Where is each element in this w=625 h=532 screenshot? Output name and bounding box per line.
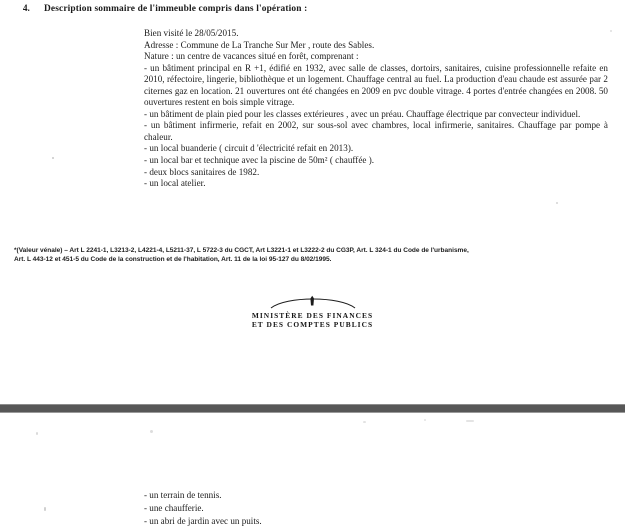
ministry-emblem <box>0 294 625 329</box>
scan-speckle <box>36 432 38 435</box>
scan-speckle <box>52 157 54 159</box>
marianne-emblem-icon <box>253 294 373 310</box>
scan-speckle <box>363 421 366 423</box>
scan-speckle <box>44 507 46 511</box>
footnote-line-1: *(Valeur vénale) – Art L 2241-1, L3213-2, L4221-4, L5211-37, L 5722-3 du CGCT, Art L3221-1 et L3222-2 du CG3P, Art. L 324-1 du Code de l'urbanisme, <box>14 247 469 254</box>
emblem-line-1: MINISTÈRE DES FINANCES <box>251 311 374 320</box>
emblem-text <box>0 311 625 329</box>
list-item-bar-technical-pool: - un local bar et technique avec la piscine de 50m² ( chauffée ). <box>144 155 375 166</box>
list-item-boiler-room: - une chaufferie. <box>144 503 204 514</box>
scan-speckle <box>424 419 426 421</box>
page-title: Description sommaire de l'immeuble compris dans l'opération : <box>44 4 308 14</box>
list-item-garden-shed: - un abri de jardin avec un puits. <box>144 516 262 527</box>
legal-footnote <box>14 246 614 265</box>
paragraph-visit-date: Bien visité le 28/05/2015. <box>144 28 239 38</box>
list-item-infirmary-building: - un bâtiment infirmerie, refait en 2002, sur sous-sol avec chambres, local infirmerie, sanitaires. Chauffage par pompe à chaleur. <box>144 120 608 142</box>
footnote-line-2: Art. L 443-12 et 451-5 du Code de la construction et de l'habitation, Art. 11 de la loi 95-127 du 8/02/1995. <box>14 256 332 264</box>
scan-speckle <box>150 430 153 433</box>
list-item-tennis-court: - un terrain de tennis. <box>144 490 222 500</box>
scan-speckle <box>556 202 558 204</box>
page-separator-band <box>0 404 625 413</box>
list-item-single-storey-building: - un bâtiment de plain pied pour les classes extérieures , avec un préau. Chauffage électrique par convecteur individuel. <box>144 108 581 119</box>
list-item-main-building: - un bâtiment principal en R +1, édifié en 1932, avec salle de classes, dortoirs, sanitaires, cuisine professionnelle refaite en 2010, réfectoire, lingerie, bibliothèque et un logement. Chauffage central au fuel. La production d'eau chaude est assurée par 2 citernes gaz en location. 21 ouvertures ont été changées en 2009 en pvc double vitrage. 4 portes d'entrée changées en 2008. 50 ouvertures restent en bois simple vitrage. <box>144 62 608 108</box>
scan-speckle <box>466 420 474 422</box>
scan-speckle <box>610 30 612 32</box>
list-item-laundry-room: - un local buanderie ( circuit d 'électricité refait en 2013). <box>144 143 354 154</box>
list-item-sanitary-blocks: - deux blocs sanitaires de 1982. <box>144 166 260 177</box>
paragraph-address: Adresse : Commune de La Tranche Sur Mer , route des Sables. <box>144 39 375 50</box>
list-item-workshop: - un local atelier. <box>144 178 206 189</box>
paragraph-nature: Nature : un centre de vacances situé en forêt, comprenant : <box>144 51 359 62</box>
description-body-continued <box>144 489 444 529</box>
section-number: 4. <box>22 4 30 14</box>
description-body <box>144 28 608 190</box>
section-heading <box>0 4 625 14</box>
emblem-line-2: ET DES COMPTES PUBLICS <box>251 320 374 330</box>
